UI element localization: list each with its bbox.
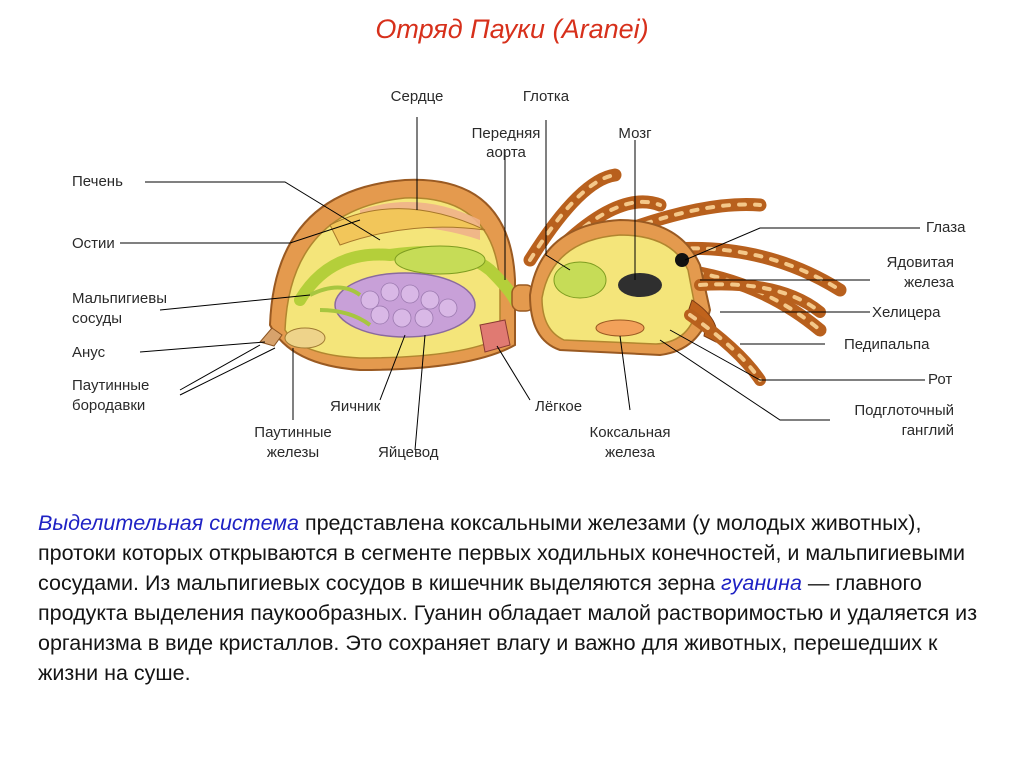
label-venom-2: железа — [904, 274, 954, 291]
label-brain: Мозг — [618, 125, 652, 142]
label-spinnerets-2: бородавки — [72, 397, 146, 414]
sucking-stomach — [554, 262, 606, 298]
label-subpharyngeal-2: ганглий — [901, 422, 954, 439]
spider-anatomy-diagram — [60, 80, 964, 465]
label-subpharyngeal-1: Подглоточный — [854, 402, 954, 419]
text-part-4: — главного продукта выделения паукообразных. Гуанин обладает малой растворимостью и удаляется из организма в виде кристаллов. Это сохраняет влагу и важно для животных, перешедших к жизни на суше. — [38, 571, 978, 685]
label-pedipalp: Педипальпа — [844, 336, 930, 353]
text-part-2: представлена коксальными железами (у молодых животных), протоки которых открываются в сегменте первых ходильных конечностей, и мальпигиевыми сосудами. Из мальпигиевых сосудов в кишечник выделяются зерна — [38, 511, 965, 595]
label-spinnerets-1: Паутинные — [72, 377, 150, 394]
slide-title: Отряд Пауки (Aranei) — [375, 14, 649, 44]
label-eyes: Глаза — [926, 219, 966, 236]
label-front-aorta-2: аорта — [486, 144, 526, 161]
brain — [618, 273, 662, 297]
eye — [675, 253, 689, 267]
label-coxal-1: Коксальная — [589, 424, 671, 441]
label-venom-1: Ядовитая — [886, 254, 954, 271]
term-guanine: гуанина — [721, 571, 802, 595]
label-liver: Печень — [72, 173, 123, 190]
label-coxal-2: железа — [605, 444, 655, 461]
label-mouth: Рот — [928, 371, 953, 388]
silk-glands — [285, 328, 325, 348]
gut-lobe — [395, 246, 485, 274]
leader-lines — [120, 117, 925, 450]
description-paragraph — [38, 508, 988, 688]
label-anus: Анус — [72, 344, 106, 361]
label-ostia: Остии — [72, 235, 115, 252]
label-malpighian-2: сосуды — [72, 310, 123, 327]
label-malpighian-1: Мальпигиевы — [72, 290, 168, 307]
label-oviduct: Яйцевод — [378, 444, 439, 461]
label-chelicera: Хелицера — [872, 304, 941, 321]
label-front-aorta-1: Передняя — [471, 125, 541, 142]
label-ovary: Яичник — [330, 398, 381, 415]
label-heart: Сердце — [390, 88, 444, 105]
label-lung: Лёгкое — [535, 398, 583, 415]
label-silk-glands-1: Паутинные — [254, 424, 332, 441]
label-pharynx: Глотка — [522, 88, 570, 105]
term-excretory-system: Выделительная система — [38, 511, 299, 535]
coxal-gland — [596, 320, 644, 336]
label-silk-glands-2: железы — [266, 444, 320, 461]
